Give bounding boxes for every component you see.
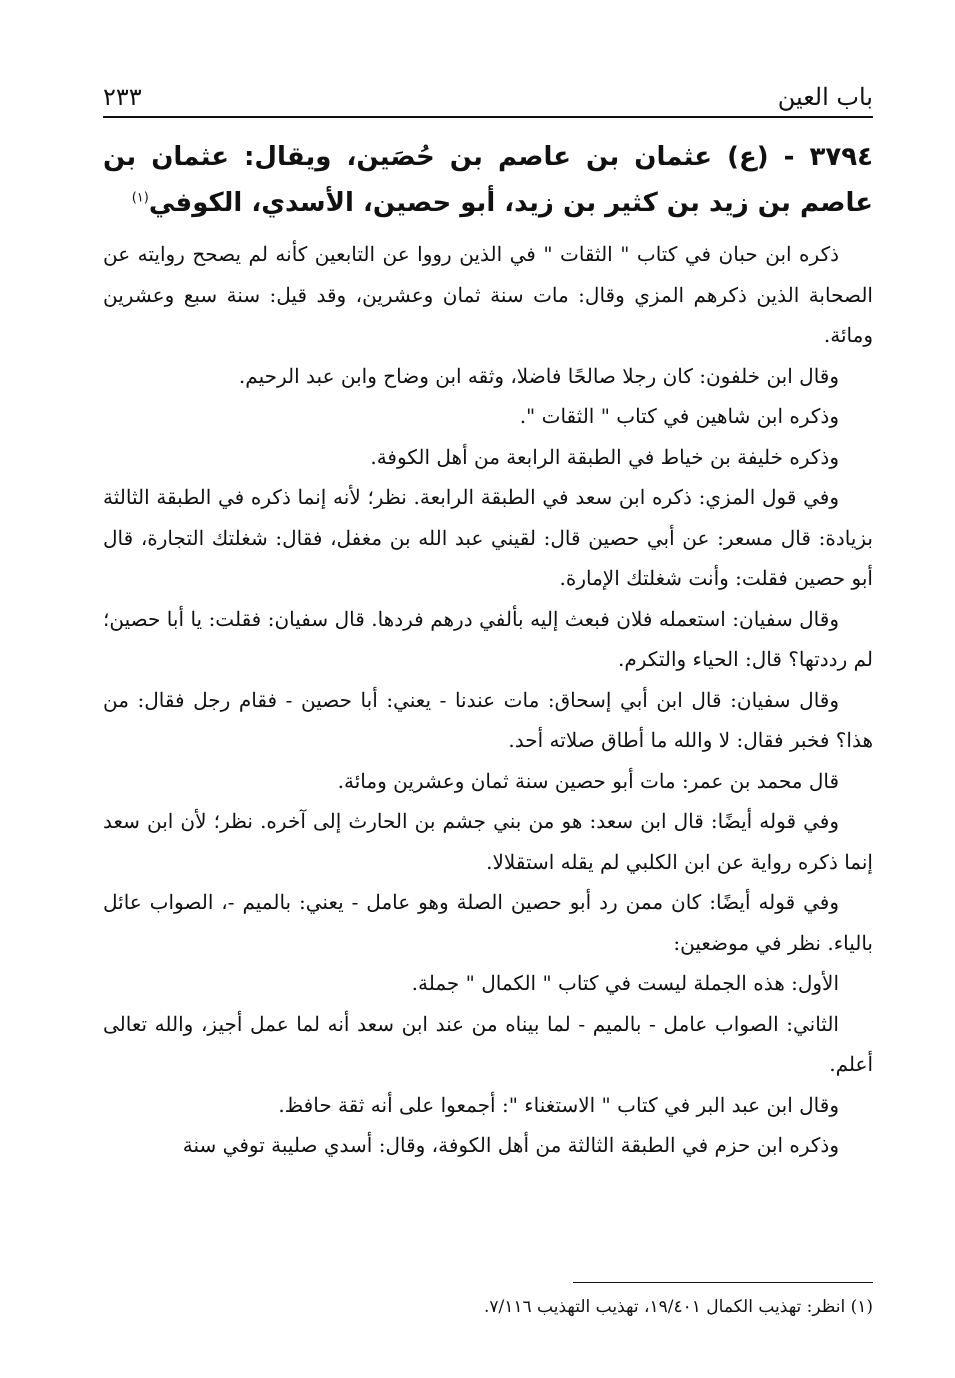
paragraph: وفي قول المزي: ذكره ابن سعد في الطبقة الرابعة. نظر؛ لأنه إنما ذكره في الطبقة الثالثة بزيادة: قال مسعر: عن أبي حصين قال: لقيني عبد الله بن مغفل، فقال: شغلتك التجارة، قال أبو حصين فقلت: وأنت شغلتك الإمارة. xyxy=(103,485,873,590)
paragraph: وذكره ابن شاهين في كتاب " الثقات ". xyxy=(519,404,839,428)
footnote-text: (١) انظر: تهذيب الكمال ١٩/٤٠١، تهذيب التهذيب ٧/١١٦. xyxy=(483,1297,873,1317)
chapter-title: باب العين xyxy=(777,83,873,111)
paragraph: وفي قوله أيضًا: كان ممن رد أبو حصين الصلة وهو عامل - يعني: بالميم -، الصواب عائل بالياء. نظر في موضعين: xyxy=(103,890,873,955)
paragraph: قال محمد بن عمر: مات أبو حصين سنة ثمان وعشرين ومائة. xyxy=(337,768,839,793)
paragraph: وذكره ابن حزم في الطبقة الثالثة من أهل الكوفة، وقال: أسدي صليبة توفي سنة xyxy=(182,1133,839,1157)
footnote-marker: (١) xyxy=(131,190,149,206)
entry-title-text: ٣٧٩٤ - (ع) عثمان بن عاصم بن حُصَين، ويقال: عثمان بن عاصم بن زيد بن كثير بن زيد، أبو حصين، الأسدي، الكوفي xyxy=(103,142,873,218)
footnote-area xyxy=(103,1282,873,1321)
paragraph: الثاني: الصواب عامل - بالميم - لما بيناه من عند ابن سعد أنه لما عمل أجيز، والله تعالى أعلم. xyxy=(103,1011,873,1076)
paragraph: وقال سفيان: استعمله فلان فبعث إليه بألفي درهم فردها. قال سفيان: فقلت: يا أبا حصين؛ لم رددتها؟ قال: الحياء والتكرم. xyxy=(103,606,873,671)
paragraph: وفي قوله أيضًا: قال ابن سعد: هو من بني جشم بن الحارث إلى آخره. نظر؛ لأن ابن سعد إنما ذكره رواية عن ابن الكلبي لم يقله استقلالا. xyxy=(103,809,873,874)
page-number: ٢٣٣ xyxy=(103,83,142,111)
paragraph: وذكره خليفة بن خياط في الطبقة الرابعة من أهل الكوفة. xyxy=(370,444,839,469)
paragraph: الأول: هذه الجملة ليست في كتاب " الكمال " جملة. xyxy=(411,971,839,995)
book-page xyxy=(103,78,873,1166)
paragraph: وقال ابن خلفون: كان رجلا صالحًا فاضلا، وثقه ابن وضاح وابن عبد الرحيم. xyxy=(238,363,839,388)
paragraph: وقال سفيان: قال ابن أبي إسحاق: مات عندنا - يعني: أبا حصين - فقام رجل فقال: من هذا؟ فخبر فقال: لا والله ما أطاق صلاته أحد. xyxy=(103,687,873,752)
entry-body xyxy=(103,234,873,1166)
paragraph: وقال ابن عبد البر في كتاب " الاستغناء ": أجمعوا على أنه ثقة حافظ. xyxy=(278,1092,839,1117)
footnote-rule xyxy=(573,1282,873,1283)
paragraph: ذكره ابن حبان في كتاب " الثقات " في الذين رووا عن التابعين كأنه لم يصحح روايته عن الصحابة الذين ذكرهم المزي وقال: مات سنة ثمان وعشرين، وقد قيل: سنة سبع وعشرين ومائة. xyxy=(103,242,873,347)
entry-title xyxy=(103,134,873,226)
running-head xyxy=(103,78,873,112)
header-rule xyxy=(103,116,873,118)
